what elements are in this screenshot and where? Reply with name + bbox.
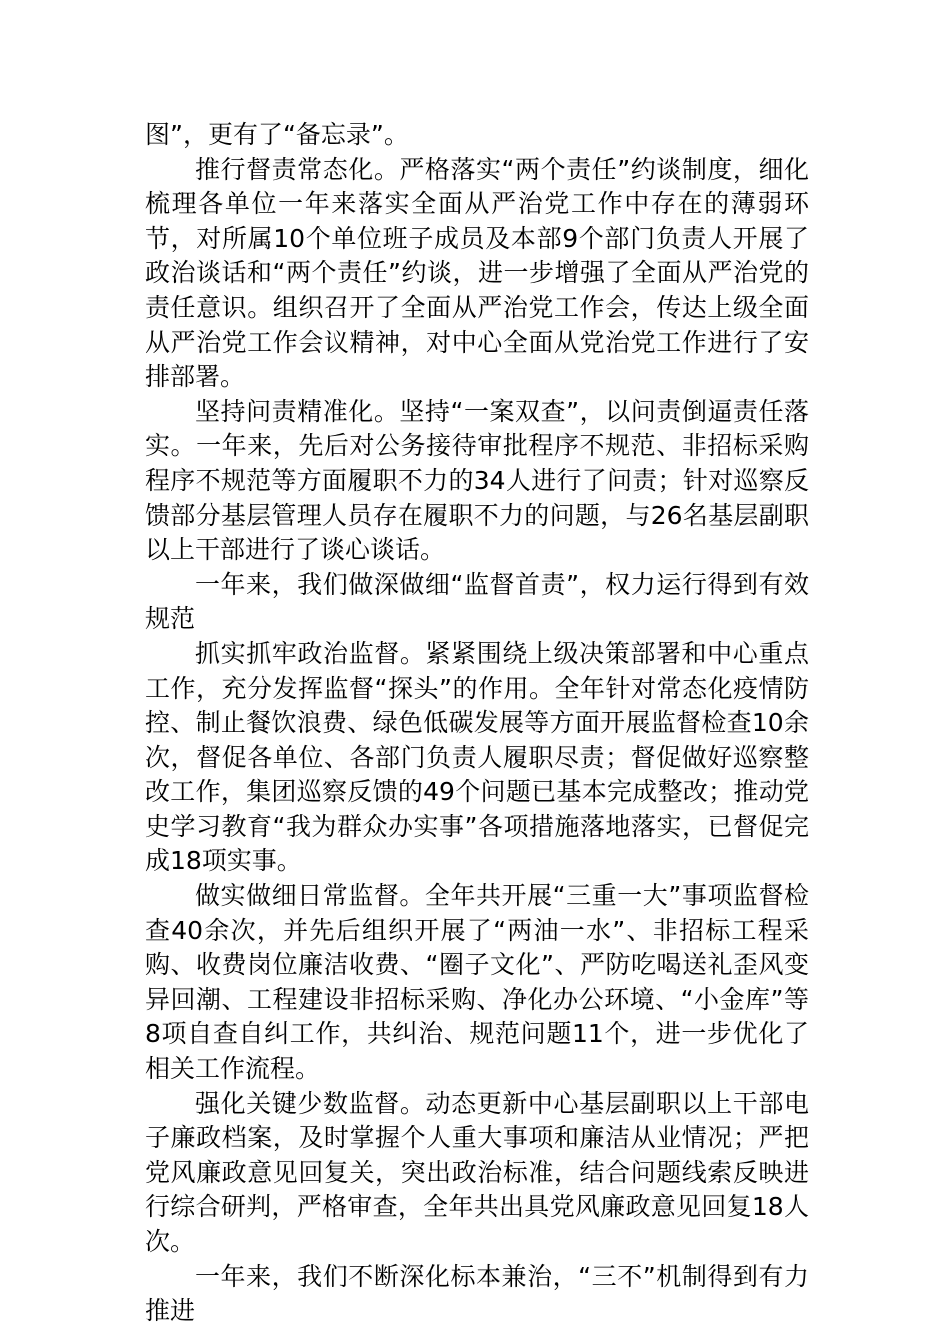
paragraph-daily-supervision: 做实做细日常监督。全年共开展“三重一大”事项监督检查40余次，并先后组织开展了“两油一水”、非招标工程采购、收费岗位廉洁收费、“圈子文化”、严防吃喝送礼歪风变异回潮、工程建设非招标采购、净化办公环境、“小金库”等8项自查自纠工作，共纠治、规范问题11个，进一步优化了相关工作流程。 [145,881,809,1084]
paragraph-political-supervision: 抓实抓牢政治监督。紧紧围绕上级决策部署和中心重点工作，充分发挥监督“探头”的作用。全年针对常态化疫情防控、制止餐饮浪费、绿色低碳发展等方面开展监督检查10余次，督促各单位、各部门负责人履职尽责；督促做好巡察整改工作，集团巡察反馈的49个问题已基本完成整改；推动党史学习教育“我为群众办实事”各项措施落地落实，已督促完成18项实事。 [145,638,809,876]
paragraph-accountability-precision: 坚持问责精准化。坚持“一案双查”，以问责倒逼责任落实。一年来，先后对公务接待审批程序不规范、非招标采购程序不规范等方面履职不力的34人进行了问责；针对巡察反馈部分基层管理人员存在履职不力的问题，与26名基层副职以上干部进行了谈心谈话。 [145,396,809,565]
paragraph-continuation: 图”，更有了“备忘录”。 [145,120,409,149]
paragraph-section-heading-three-no: 一年来，我们不断深化标本兼治，“三不”机制得到有力推进 [145,1261,809,1326]
paragraph-section-heading-supervision: 一年来，我们做深做细“监督首责”，权力运行得到有效规范 [145,569,809,634]
paragraph-supervision-routine: 推行督责常态化。严格落实“两个责任”约谈制度，细化梳理各单位一年来落实全面从严治党工作中存在的薄弱环节，对所属10个单位班子成员及本部9个部门负责人开展了政治谈话和“两个责任”约谈，进一步增强了全面从严治党的责任意识。组织召开了全面从严治党工作会，传达上级全面从严治党工作会议精神，对中心全面从党治党工作进行了安排部署。 [145,154,809,392]
paragraph-key-minority-supervision: 强化关键少数监督。动态更新中心基层副职以上干部电子廉政档案，及时掌握个人重大事项和廉洁从业情况；严把党风廉政意见回复关，突出政治标准，结合问题线索反映进行综合研判，严格审查，全年共出具党风廉政意见回复18人次。 [145,1088,809,1256]
document-body [145,118,809,1329]
